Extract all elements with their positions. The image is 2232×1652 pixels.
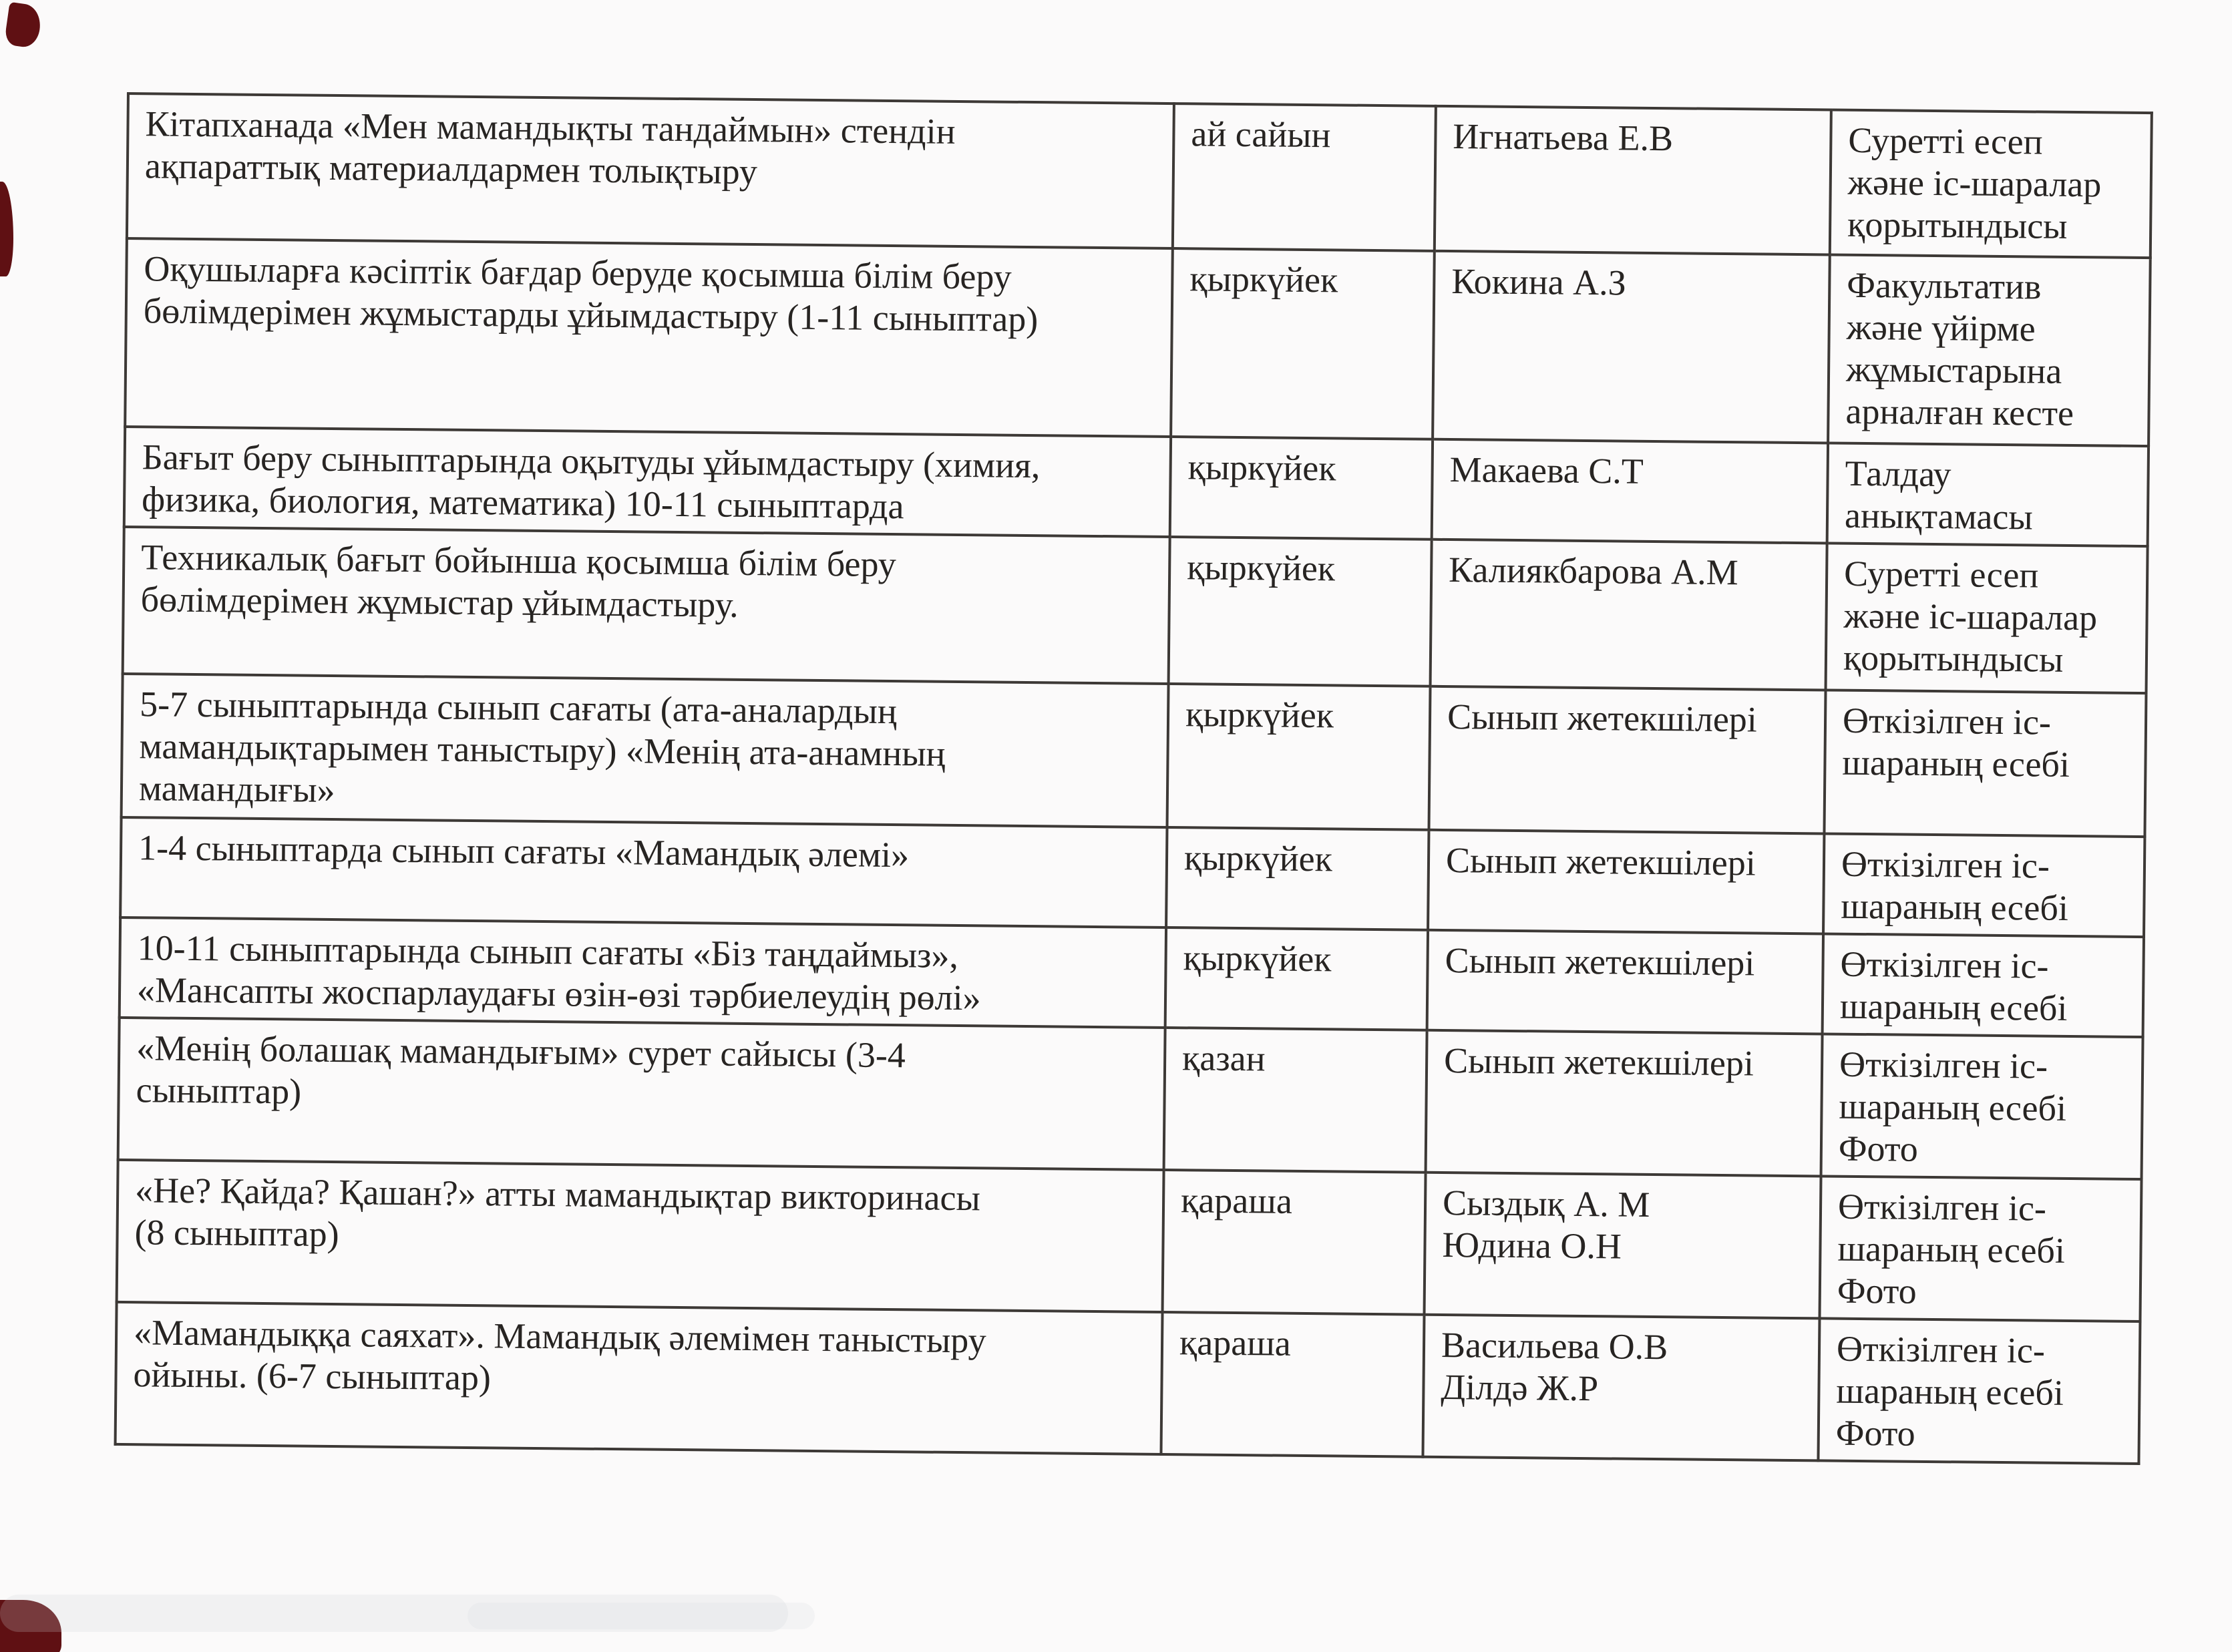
cell-activity: 1-4 сыныптарда сынып сағаты «Мамандық әлемі»	[120, 817, 1167, 927]
table-row	[118, 1018, 2143, 1179]
table-row	[120, 817, 2145, 937]
cell-result: Өткізілген іс- шараның есебі	[1823, 934, 2144, 1037]
cell-result: Талдау анықтамасы	[1827, 443, 2149, 546]
cell-time: қараша	[1161, 1312, 1424, 1457]
cell-responsible: Сынып жетекшілері	[1429, 686, 1825, 834]
cell-time: қыркүйек	[1165, 927, 1428, 1030]
cell-responsible: Сыздық А. М Юдина О.Н	[1425, 1173, 1821, 1319]
table-row	[123, 527, 2148, 693]
cell-result: Өткізілген іс- шараның есебі	[1823, 833, 2145, 937]
cell-time: қыркүйек	[1166, 827, 1429, 930]
cell-time: қыркүйек	[1167, 684, 1431, 830]
table-row	[117, 1160, 2142, 1321]
cell-time: қыркүйек	[1170, 437, 1433, 540]
cell-activity: Бағыт беру сыныптарында оқытуды ұйымдастыру (химия, физика, биология, математика) 10-11 сыныптарда	[124, 427, 1171, 537]
table-row	[116, 1302, 2141, 1464]
cell-responsible: Макаева С.Т	[1432, 439, 1828, 544]
table-row	[122, 674, 2147, 837]
cell-time: қазан	[1164, 1028, 1427, 1173]
table-row	[124, 427, 2149, 546]
table-row	[120, 917, 2144, 1037]
cell-responsible: Игнатьева Е.В	[1435, 106, 1831, 255]
cell-activity: Техникалық бағыт бойынша қосымша білім беру бөлімдерімен жұмыстар ұйымдастыру.	[123, 527, 1170, 684]
cell-result: Өткізілген іс- шараның есебі Фото	[1819, 1176, 2141, 1321]
cell-result: Өткізілген іс- шараның есебі Фото	[1818, 1318, 2140, 1464]
cell-activity: «Не? Қайда? Қашан?» атты мамандықтар викторинасы (8 сыныптар)	[117, 1160, 1164, 1312]
scan-smudge-2	[468, 1603, 815, 1629]
cell-activity: «Менің болашақ мамандығым» сурет сайысы (3-4 сыныптар)	[118, 1018, 1165, 1170]
cell-result: Суретті есеп және іс-шаралар қорытындысы	[1830, 110, 2152, 258]
cell-responsible: Калиякбарова А.М	[1431, 540, 1827, 690]
cell-activity: Оқушыларға кәсіптік бағдар беруде қосымша білім беру бөлімдерімен жұмыстарды ұйымдастыру (1-11 сыныптар)	[125, 238, 1173, 437]
cell-activity: «Мамандыққа саяхат». Мамандық әлемімен таныстыру ойыны. (6-7 сыныптар)	[116, 1302, 1163, 1454]
cell-time: қыркүйек	[1171, 248, 1435, 439]
cell-responsible: Сынып жетекшілері	[1428, 830, 1824, 934]
cell-activity: 10-11 сыныптарында сынып сағаты «Біз таңдаймыз», «Мансапты жоспарлаудағы өзін-өзі тәрбиелеудің рөлі»	[120, 917, 1166, 1028]
cell-responsible: Васильева О.В Ділдә Ж.Р	[1423, 1315, 1819, 1461]
table-row	[127, 93, 2152, 258]
cell-result: Өткізілген іс- шараның есебі Фото	[1821, 1034, 2143, 1179]
cell-responsible: Сынып жетекшілері	[1426, 1030, 1823, 1177]
cell-result: Суретті есеп және іс-шаралар қорытындысы	[1826, 543, 2148, 693]
table-row	[125, 238, 2151, 446]
cell-time: ай сайын	[1173, 104, 1436, 251]
activity-plan-table	[114, 92, 2153, 1465]
scan-edge-artifact-left-strip	[0, 182, 13, 276]
cell-time: қараша	[1163, 1170, 1426, 1315]
cell-activity: Кітапханада «Мен мамандықты тандаймын» стендін ақпараттық материалдармен толықтыру	[127, 93, 1174, 248]
cell-responsible: Кокина А.З	[1433, 251, 1830, 443]
cell-result: Өткізілген іс- шараның есебі	[1824, 690, 2146, 837]
cell-result: Факультатив және үйірме жұмыстарына арналған кесте	[1828, 254, 2151, 446]
scan-edge-artifact-top-left	[4, 2, 43, 49]
cell-activity: 5-7 сыныптарында сынып сағаты (ата-аналардың мамандықтарымен таныстыру) «Менің ата-анамның мамандығы»	[122, 674, 1169, 827]
cell-time: қыркүйек	[1169, 537, 1432, 686]
cell-responsible: Сынып жетекшілері	[1427, 930, 1823, 1034]
